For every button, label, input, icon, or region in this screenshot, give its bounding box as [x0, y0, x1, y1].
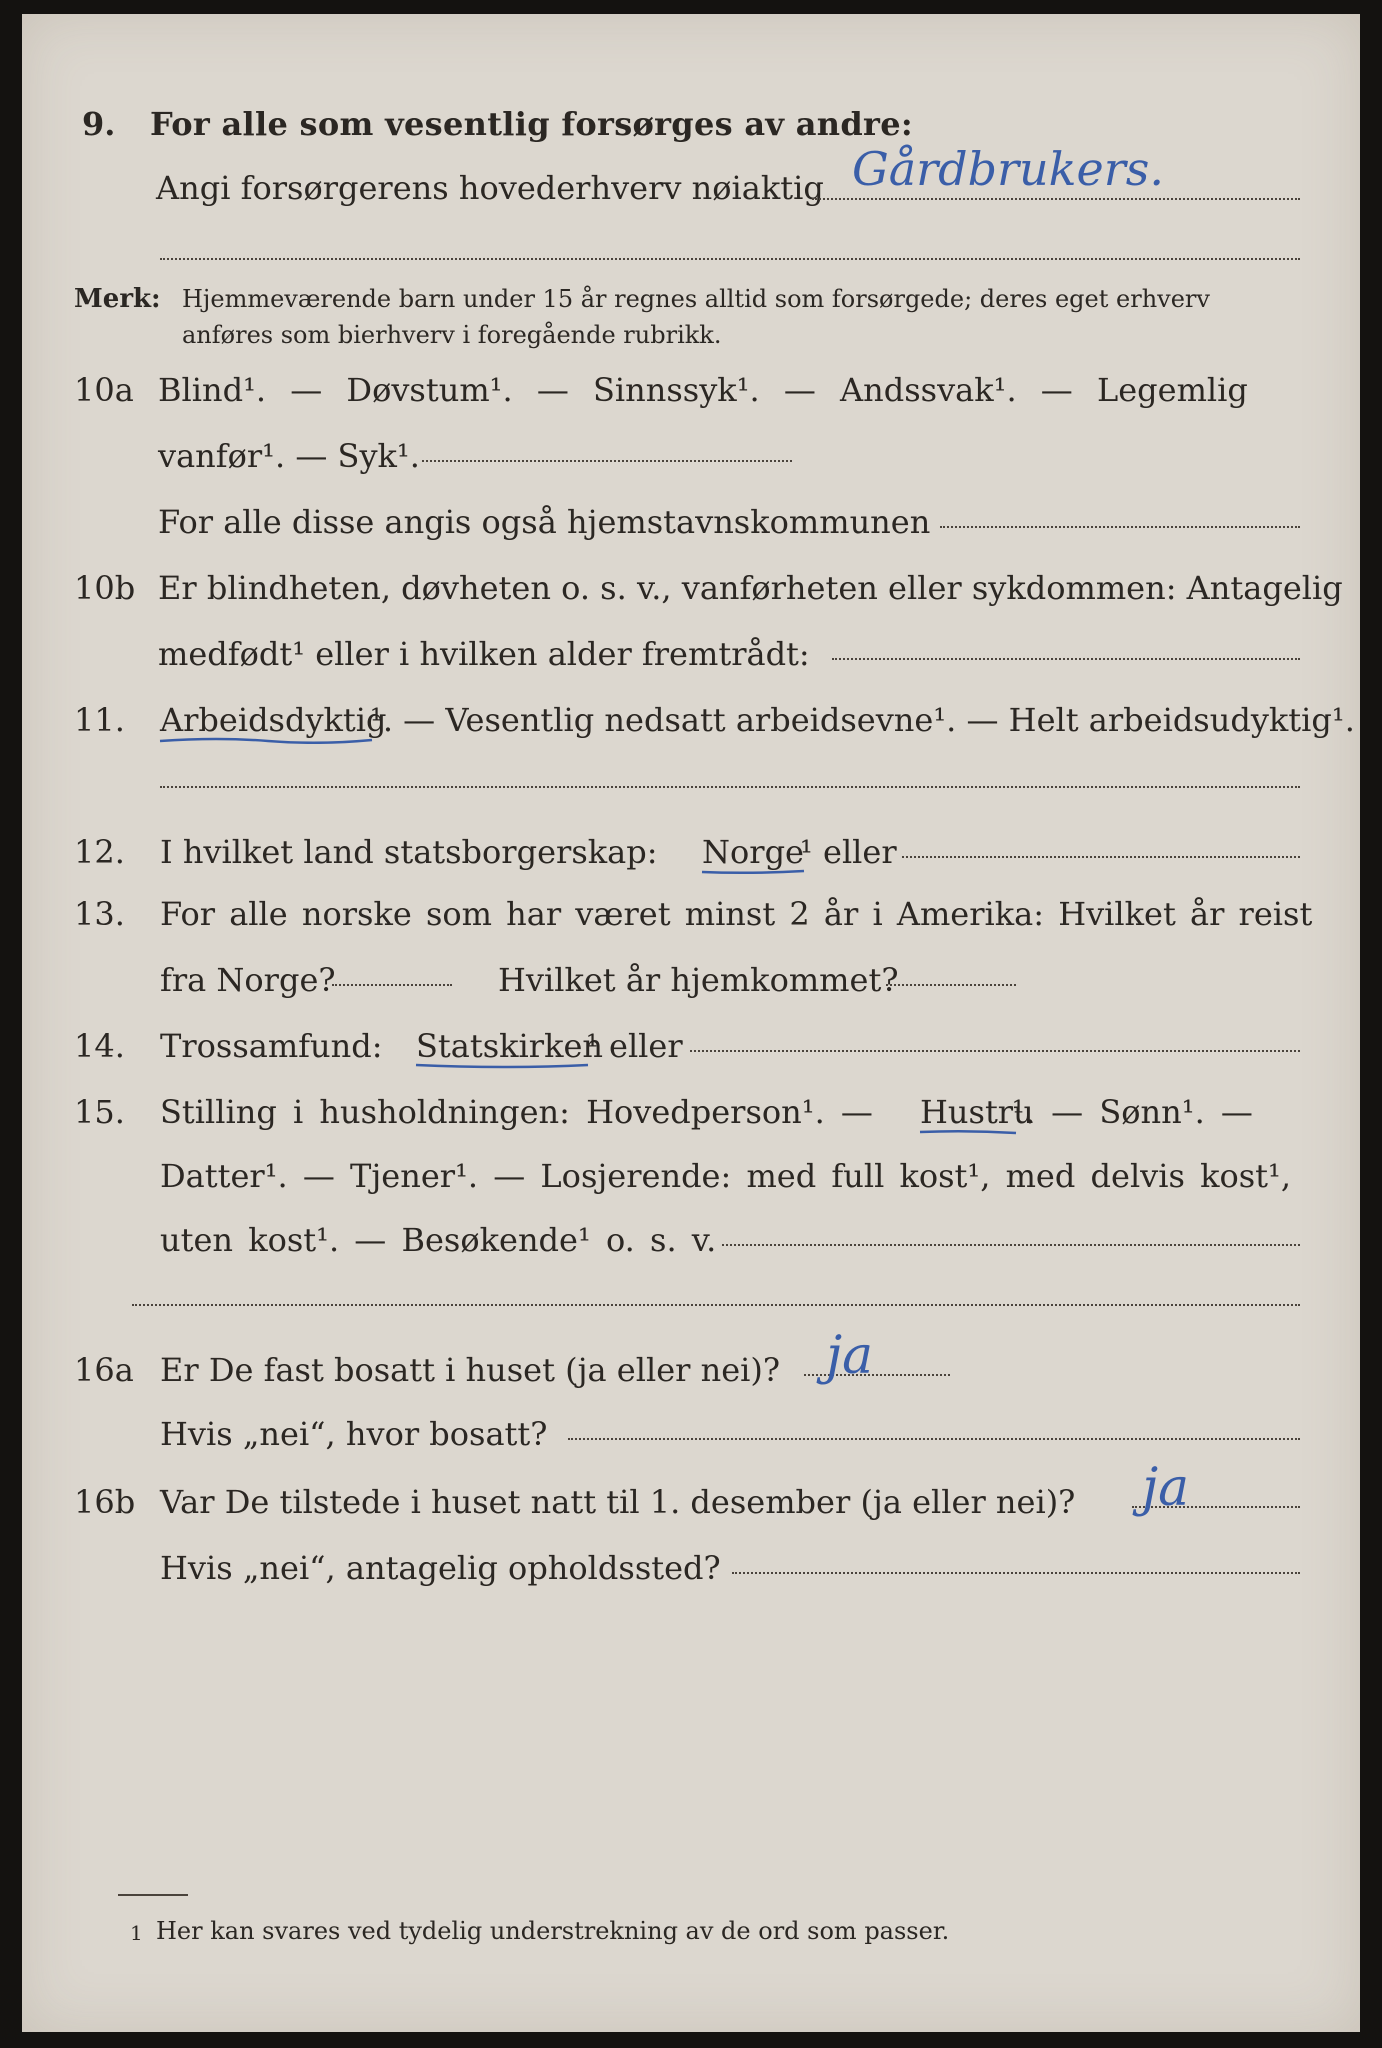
- q9-answer-line: [812, 198, 1300, 200]
- footnote-rule: [118, 1894, 188, 1896]
- q15-number: 15.: [74, 1093, 125, 1131]
- q13-departure-line: [332, 984, 452, 986]
- q10a-number: 10a: [74, 371, 134, 409]
- q15-line2: Datter¹. — Tjener¹. — Losjerende: med full kost¹, med delvis kost¹,: [160, 1157, 1292, 1195]
- q10a-line3: For alle disse angis også hjemstavnskommunen: [158, 503, 931, 541]
- q12-other-line: [902, 856, 1300, 858]
- q14-other-line: [690, 1050, 1300, 1052]
- census-form-page: [22, 14, 1360, 2032]
- q10a-line2: vanfør¹. — Syk¹.: [158, 437, 420, 475]
- q14-number: 14.: [74, 1027, 125, 1065]
- merk-line2: anføres som bierhverv i foregående rubrikk.: [182, 321, 722, 349]
- q11-handwritten-underline: [158, 736, 374, 744]
- q15-line1-b: ¹. — Sønn¹. —: [1012, 1093, 1253, 1131]
- q12-option-norge: Norge: [702, 833, 804, 871]
- q13-number: 13.: [74, 895, 125, 933]
- q12-prompt: I hvilket land statsborgerskap:: [160, 833, 658, 871]
- q9-heading: For alle som vesentlig forsørges av andre:: [150, 105, 913, 143]
- q10a-line1: Blind¹. — Døvstum¹. — Sinnssyk¹. — Andssvak¹. — Legemlig: [158, 371, 1248, 409]
- q10b-number: 10b: [74, 569, 136, 607]
- q15-line3: uten kost¹. — Besøkende¹ o. s. v.: [160, 1221, 717, 1259]
- q13-part-a: fra Norge?: [160, 961, 336, 999]
- q10b-line2: medfødt¹ eller i hvilken alder fremtrådt:: [158, 635, 810, 673]
- q11-rest: ¹. — Vesentlig nedsatt arbeidsevne¹. — Helt arbeidsudyktig¹.: [370, 701, 1355, 739]
- q12-number: 12.: [74, 833, 125, 871]
- q9-extra-line: [160, 258, 1300, 260]
- footnote-text: Her kan svares ved tydelig understrekning av de ord som passer.: [156, 1917, 950, 1945]
- q9-number: 9.: [82, 105, 116, 143]
- q14-suffix: ¹ eller: [586, 1027, 683, 1065]
- q11-option-arbeidsdyktig: Arbeidsdyktig: [160, 701, 387, 739]
- q13-part-b: Hvilket år hjemkommet?: [498, 961, 899, 999]
- q14-prompt: Trossamfund:: [160, 1027, 383, 1065]
- q16b-location-line: [732, 1572, 1300, 1574]
- q16a-handwritten-answer: ja: [826, 1326, 874, 1386]
- q10b-age-line: [832, 658, 1300, 660]
- q9-prompt: Angi forsørgerens hovederhverv nøiaktig: [156, 169, 824, 207]
- q16b-number: 16b: [74, 1483, 136, 1521]
- q12-handwritten-underline: [700, 868, 806, 876]
- q11-extra-line: [160, 786, 1300, 788]
- q10a-sick-line: [422, 460, 792, 462]
- q15-handwritten-underline: [918, 1128, 1018, 1136]
- footnote-mark: 1: [130, 1921, 143, 1945]
- q16a-line2: Hvis „nei“, hvor bosatt?: [160, 1415, 548, 1453]
- q15-extra-line: [132, 1304, 1300, 1306]
- q16b-line1: Var De tilstede i huset natt til 1. desember (ja eller nei)?: [160, 1483, 1076, 1521]
- q9-handwritten-answer: Gårdbrukers.: [852, 142, 1164, 196]
- q16a-residence-line: [568, 1438, 1300, 1440]
- q15-option-hustru: Hustru: [920, 1093, 1034, 1131]
- q14-option-statskirken: Statskirken: [416, 1027, 603, 1065]
- q12-suffix: ¹ eller: [800, 833, 897, 871]
- q15-other-line: [722, 1244, 1300, 1246]
- q10a-hometown-line: [940, 526, 1300, 528]
- q16a-line1: Er De fast bosatt i huset (ja eller nei)?: [160, 1351, 781, 1389]
- q15-line1-a: Stilling i husholdningen: Hovedperson¹. —: [160, 1093, 873, 1131]
- q16b-line2: Hvis „nei“, antagelig opholdssted?: [160, 1549, 721, 1587]
- merk-label: Merk:: [74, 284, 161, 314]
- q16a-number: 16a: [74, 1351, 134, 1389]
- q13-line1: For alle norske som har været minst 2 år i Amerika: Hvilket år reist: [160, 895, 1313, 933]
- merk-line1: Hjemmeværende barn under 15 år regnes alltid som forsørgede; deres eget erhverv: [182, 285, 1210, 313]
- q16b-handwritten-answer: ja: [1142, 1458, 1190, 1518]
- q10b-line1: Er blindheten, døvheten o. s. v., vanførheten eller sykdommen: Antagelig: [158, 569, 1343, 607]
- q13-return-line: [886, 984, 1016, 986]
- q14-handwritten-underline: [414, 1062, 590, 1070]
- q11-number: 11.: [74, 701, 125, 739]
